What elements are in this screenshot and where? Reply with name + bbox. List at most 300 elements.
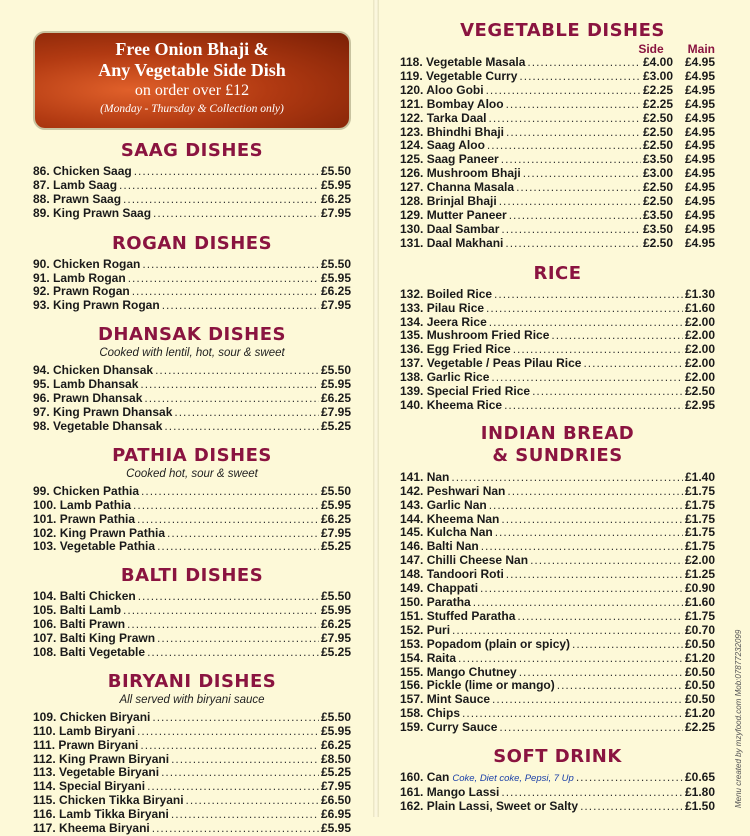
pathia-list bbox=[33, 485, 351, 555]
menu-item bbox=[33, 299, 351, 313]
menu-item-label: 91. Lamb Rogan bbox=[33, 270, 126, 285]
menu-item-main-price: £4.95 bbox=[684, 68, 715, 83]
dot-leader bbox=[137, 513, 319, 527]
menu-item-main-price: £4.95 bbox=[684, 235, 715, 250]
menu-item bbox=[400, 610, 715, 624]
menu-item-label: 132. Boiled Rice bbox=[400, 286, 493, 301]
menu-item bbox=[33, 499, 351, 513]
menu-item bbox=[33, 794, 351, 808]
menu-item-label: 160. Can bbox=[400, 770, 450, 785]
menu-item-label: 110. Lamb Biryani bbox=[33, 723, 136, 738]
menu-item-price: £6.25 bbox=[320, 284, 351, 299]
menu-item bbox=[33, 739, 351, 753]
menu-item-price: £2.25 bbox=[684, 720, 715, 735]
menu-item-label: 117. Kheema Biryani bbox=[33, 821, 150, 836]
menu-item bbox=[33, 378, 351, 392]
menu-item bbox=[400, 357, 715, 371]
menu-item bbox=[33, 207, 351, 221]
dot-leader bbox=[119, 179, 319, 193]
rogan-list bbox=[33, 258, 351, 314]
menu-item bbox=[33, 193, 351, 207]
menu-item-price: £6.25 bbox=[320, 511, 351, 526]
menu-item bbox=[33, 632, 351, 646]
menu-item-price: £0.50 bbox=[684, 636, 715, 651]
vegetable-column-headers bbox=[400, 42, 715, 56]
menu-item-price: £6.25 bbox=[320, 391, 351, 406]
menu-item-note: Coke, Diet coke, Pepsi, 7 Up bbox=[452, 773, 574, 785]
dot-leader bbox=[462, 707, 683, 721]
menu-item bbox=[400, 771, 715, 786]
menu-item-label: 130. Daal Sambar bbox=[400, 221, 500, 236]
menu-item-label: 108. Balti Vegetable bbox=[33, 644, 146, 659]
menu-item bbox=[400, 371, 715, 385]
menu-item-label: 129. Mutter Paneer bbox=[400, 207, 507, 222]
menu-item-label: 120. Aloo Gobi bbox=[400, 82, 484, 97]
dot-leader bbox=[157, 632, 319, 646]
menu-item bbox=[400, 582, 715, 596]
menu-item-label: 142. Peshwari Nan bbox=[400, 483, 506, 498]
menu-item bbox=[400, 84, 715, 98]
biryani-subtitle: All served with biryani sauce bbox=[119, 693, 265, 706]
menu-item-price: £2.00 bbox=[684, 342, 715, 357]
dot-leader bbox=[519, 70, 641, 84]
menu-item bbox=[33, 766, 351, 780]
menu-item-label: 127. Channa Masala bbox=[400, 180, 515, 195]
menu-item bbox=[33, 753, 351, 767]
rice-list bbox=[400, 288, 715, 413]
dhansak-subtitle: Cooked with lentil, hot, sour & sweet bbox=[99, 347, 285, 360]
menu-item-price: £1.75 bbox=[684, 525, 715, 540]
menu-item-price: £7.95 bbox=[320, 525, 351, 540]
menu-item-side-price: £2.50 bbox=[642, 235, 673, 250]
menu-item bbox=[400, 526, 715, 540]
dot-leader bbox=[171, 753, 319, 767]
menu-item bbox=[400, 209, 715, 223]
menu-item-main-price: £4.95 bbox=[684, 124, 715, 139]
menu-item-label: 95. Lamb Dhansak bbox=[33, 377, 139, 392]
right-column bbox=[400, 0, 715, 814]
menu-item-main-price: £4.95 bbox=[684, 138, 715, 153]
menu-item-price: £2.00 bbox=[684, 314, 715, 329]
page-fold bbox=[373, 0, 379, 817]
menu-item-label: 121. Bombay Aloo bbox=[400, 96, 504, 111]
menu-item-main-price: £4.95 bbox=[684, 221, 715, 236]
section-title-pathia: PATHIA DISHES bbox=[112, 444, 272, 466]
menu-item-label: 93. King Prawn Rogan bbox=[33, 298, 160, 313]
menu-item-label: 106. Balti Prawn bbox=[33, 617, 126, 632]
menu-item-label: 116. Lamb Tikka Biryani bbox=[33, 807, 169, 822]
menu-item-main-price: £4.95 bbox=[684, 207, 715, 222]
dot-leader bbox=[504, 399, 683, 413]
menu-item bbox=[33, 272, 351, 286]
menu-item-label: 124. Saag Aloo bbox=[400, 138, 485, 153]
menu-item-price: £1.20 bbox=[684, 650, 715, 665]
menu-item-side-price: £3.50 bbox=[642, 152, 673, 167]
menu-item bbox=[400, 70, 715, 84]
dot-leader bbox=[141, 485, 319, 499]
menu-item-price: £7.95 bbox=[320, 779, 351, 794]
menu-item bbox=[400, 153, 715, 167]
dot-leader bbox=[473, 596, 683, 610]
menu-item-price: £1.60 bbox=[684, 595, 715, 609]
dot-leader bbox=[489, 499, 683, 513]
dot-leader bbox=[523, 167, 641, 181]
promo-line-2: Any Vegetable Side Dish bbox=[98, 60, 286, 80]
dot-leader bbox=[489, 316, 683, 330]
menu-item-price: £5.95 bbox=[320, 177, 351, 192]
menu-item-main-price: £4.95 bbox=[684, 180, 715, 195]
menu-item-side-price: £2.50 bbox=[642, 124, 673, 139]
menu-item-side-price: £3.00 bbox=[642, 68, 673, 83]
dot-leader bbox=[506, 568, 683, 582]
menu-item-label: 99. Chicken Pathia bbox=[33, 483, 140, 498]
menu-item-side-price: £2.50 bbox=[642, 138, 673, 153]
menu-item-label: 112. King Prawn Biryani bbox=[33, 751, 170, 766]
menu-item-price: £0.50 bbox=[684, 664, 715, 679]
menu-item bbox=[400, 343, 715, 357]
menu-item-price: £5.25 bbox=[320, 765, 351, 780]
menu-item-label: 155. Mango Chutney bbox=[400, 664, 517, 679]
dot-leader bbox=[127, 618, 319, 632]
menu-item-label: 111. Prawn Biryani bbox=[33, 737, 139, 752]
dot-leader bbox=[551, 329, 683, 343]
left-column bbox=[33, 0, 351, 836]
dot-leader bbox=[499, 721, 683, 735]
menu-item bbox=[400, 499, 715, 513]
menu-item-side-price: £2.25 bbox=[642, 82, 673, 97]
menu-item-side-price: £4.00 bbox=[642, 55, 673, 69]
dot-leader bbox=[137, 725, 319, 739]
menu-item-price: £5.95 bbox=[320, 821, 351, 836]
menu-item-price: £5.95 bbox=[320, 377, 351, 392]
menu-item-price: £7.95 bbox=[320, 298, 351, 313]
menu-item bbox=[400, 652, 715, 666]
dot-leader bbox=[501, 513, 683, 527]
promo-banner bbox=[33, 31, 351, 130]
dot-leader bbox=[486, 302, 683, 316]
menu-item-price: £8.50 bbox=[320, 751, 351, 766]
menu-item bbox=[400, 471, 715, 485]
menu-item bbox=[33, 540, 351, 554]
dot-leader bbox=[487, 139, 641, 153]
menu-item bbox=[400, 679, 715, 693]
menu-item-label: 151. Stuffed Paratha bbox=[400, 608, 516, 623]
menu-item bbox=[400, 167, 715, 181]
menu-item-price: £5.50 bbox=[320, 363, 351, 378]
dot-leader bbox=[133, 499, 319, 513]
menu-item-label: 122. Tarka Daal bbox=[400, 110, 487, 125]
bread-list bbox=[400, 471, 715, 735]
menu-item-price: £7.95 bbox=[320, 205, 351, 220]
dot-leader bbox=[527, 56, 641, 70]
menu-item-main-price: £4.95 bbox=[684, 166, 715, 181]
dot-leader bbox=[164, 420, 319, 434]
menu-item-main-price: £4.95 bbox=[684, 110, 715, 125]
menu-item-price: £0.50 bbox=[684, 692, 715, 707]
menu-item bbox=[400, 693, 715, 707]
dot-leader bbox=[501, 153, 641, 167]
dot-leader bbox=[517, 610, 683, 624]
menu-item bbox=[400, 112, 715, 126]
menu-item-label: 162. Plain Lassi, Sweet or Salty bbox=[400, 798, 579, 813]
section-title-saag: SAAG DISHES bbox=[120, 140, 264, 161]
promo-line-1: Free Onion Bhaji & bbox=[115, 39, 269, 59]
dot-leader bbox=[492, 693, 683, 707]
menu-item bbox=[33, 364, 351, 378]
menu-item bbox=[400, 288, 715, 302]
menu-item-price: £5.50 bbox=[320, 164, 351, 178]
menu-item-price: £1.75 bbox=[684, 511, 715, 526]
menu-item-label: 97. King Prawn Dhansak bbox=[33, 404, 173, 419]
menu-item-label: 96. Prawn Dhansak bbox=[33, 391, 143, 406]
section-title-bread-2: & SUNDRIES bbox=[492, 444, 623, 466]
menu-item-label: 140. Kheema Rice bbox=[400, 397, 503, 412]
dot-leader bbox=[481, 540, 683, 554]
menu-item-price: £6.25 bbox=[320, 737, 351, 752]
menu-item-price: £6.95 bbox=[320, 807, 351, 822]
menu-item-label: 114. Special Biryani bbox=[33, 779, 146, 794]
menu-item-label: 157. Mint Sauce bbox=[400, 692, 491, 707]
dot-leader bbox=[530, 554, 683, 568]
section-title-balti: BALTI DISHES bbox=[120, 565, 264, 587]
dot-leader bbox=[499, 195, 641, 209]
menu-item-price: £5.50 bbox=[320, 589, 351, 604]
dot-leader bbox=[580, 800, 683, 814]
menu-item-label: 123. Bhindhi Bhaji bbox=[400, 124, 505, 139]
menu-item bbox=[400, 721, 715, 735]
menu-item-label: 153. Popadom (plain or spicy) bbox=[400, 636, 571, 651]
menu-item bbox=[33, 392, 351, 406]
menu-item bbox=[400, 181, 715, 195]
menu-item bbox=[400, 624, 715, 638]
menu-item bbox=[400, 513, 715, 527]
menu-item-label: 146. Balti Nan bbox=[400, 539, 479, 554]
menu-item bbox=[33, 590, 351, 604]
column-header-main: Main bbox=[687, 42, 715, 56]
promo-line-4: (Monday - Thursday & Collection only) bbox=[100, 103, 284, 115]
dot-leader bbox=[583, 357, 683, 371]
dot-leader bbox=[501, 223, 641, 237]
menu-item bbox=[33, 725, 351, 739]
menu-item-price: £5.95 bbox=[320, 603, 351, 618]
menu-item-price: £1.60 bbox=[684, 300, 715, 315]
dot-leader bbox=[138, 590, 319, 604]
menu-item bbox=[33, 513, 351, 527]
menu-item-price: £0.70 bbox=[684, 622, 715, 637]
menu-item-main-price: £4.95 bbox=[684, 152, 715, 167]
menu-item-label: 145. Kulcha Nan bbox=[400, 525, 493, 540]
menu-item-price: £5.50 bbox=[320, 709, 351, 724]
dot-leader bbox=[458, 652, 683, 666]
menu-item-label: 125. Saag Paneer bbox=[400, 152, 499, 167]
menu-item bbox=[400, 399, 715, 413]
menu-item-label: 104. Balti Chicken bbox=[33, 589, 136, 604]
promo-line-3: on order over £12 bbox=[134, 82, 250, 99]
menu-item-price: £6.25 bbox=[320, 191, 351, 206]
menu-item bbox=[400, 316, 715, 330]
menu-item-label: 144. Kheema Nan bbox=[400, 511, 500, 526]
dot-leader bbox=[532, 385, 683, 399]
dot-leader bbox=[155, 364, 319, 378]
menu-item bbox=[400, 126, 715, 140]
balti-list bbox=[33, 590, 351, 660]
dot-leader bbox=[495, 526, 683, 540]
dot-leader bbox=[142, 258, 319, 272]
dot-leader bbox=[174, 406, 319, 420]
dot-leader bbox=[480, 582, 683, 596]
pathia-subtitle: Cooked hot, sour & sweet bbox=[126, 467, 258, 480]
menu-item-main-price: £4.95 bbox=[684, 82, 715, 97]
menu-item-price: £7.95 bbox=[320, 631, 351, 646]
menu-item-price: £1.75 bbox=[684, 483, 715, 498]
menu-item-label: 115. Chicken Tikka Biryani bbox=[33, 793, 184, 808]
dot-leader bbox=[557, 679, 683, 693]
dot-leader bbox=[171, 808, 319, 822]
menu-item-label: 101. Prawn Pathia bbox=[33, 511, 136, 526]
menu-item-label: 89. King Prawn Saag bbox=[33, 205, 152, 220]
menu-item bbox=[33, 165, 351, 179]
menu-item-side-price: £3.00 bbox=[642, 166, 673, 181]
menu-item-label: 156. Pickle (lime or mango) bbox=[400, 678, 555, 693]
dot-leader bbox=[152, 822, 319, 836]
menu-item-label: 133. Pilau Rice bbox=[400, 300, 485, 315]
menu-item bbox=[400, 302, 715, 316]
dot-leader bbox=[494, 288, 683, 302]
menu-item-price: £5.25 bbox=[320, 539, 351, 554]
menu-item bbox=[400, 786, 715, 800]
dot-leader bbox=[140, 739, 319, 753]
menu-item-price: £6.50 bbox=[320, 793, 351, 808]
menu-item-side-price: £2.50 bbox=[642, 110, 673, 125]
menu-item-label: 139. Special Fried Rice bbox=[400, 384, 531, 399]
menu-item bbox=[33, 604, 351, 618]
dot-leader bbox=[147, 646, 319, 660]
menu-item-side-price: £3.50 bbox=[642, 221, 673, 236]
menu-item-price: £5.25 bbox=[320, 644, 351, 659]
dot-leader bbox=[167, 527, 319, 541]
menu-item-label: 102. King Prawn Pathia bbox=[33, 525, 166, 540]
menu-item-label: 119. Vegetable Curry bbox=[400, 68, 518, 83]
menu-item bbox=[33, 808, 351, 822]
dot-leader bbox=[157, 540, 319, 554]
menu-item-label: 113. Vegetable Biryani bbox=[33, 765, 160, 780]
menu-item-label: 149. Chappati bbox=[400, 581, 479, 596]
dot-leader bbox=[128, 272, 319, 286]
dot-leader bbox=[144, 392, 319, 406]
menu-item-price: £1.75 bbox=[684, 539, 715, 554]
menu-item-label: 138. Garlic Rice bbox=[400, 370, 490, 385]
menu-item-side-price: £2.50 bbox=[642, 180, 673, 195]
dot-leader bbox=[132, 285, 319, 299]
menu-item-label: 148. Tandoori Roti bbox=[400, 567, 504, 582]
dot-leader bbox=[152, 711, 319, 725]
menu-item-label: 159. Curry Sauce bbox=[400, 720, 498, 735]
menu-item-label: 103. Vegetable Pathia bbox=[33, 539, 156, 554]
menu-credit: Menu created by mzyfood.com Mob:07877232099 bbox=[734, 629, 743, 808]
menu-item bbox=[400, 237, 715, 251]
dot-leader bbox=[186, 794, 319, 808]
menu-item-price: £5.50 bbox=[320, 256, 351, 271]
menu-item-label: 135. Mushroom Fried Rice bbox=[400, 328, 550, 343]
menu-item-price: £1.80 bbox=[684, 784, 715, 799]
menu-item-label: 143. Garlic Nan bbox=[400, 497, 487, 512]
menu-item bbox=[33, 420, 351, 434]
menu-item bbox=[33, 646, 351, 660]
menu-item-main-price: £4.95 bbox=[684, 194, 715, 209]
menu-item-price: £2.95 bbox=[684, 397, 715, 412]
menu-item-price: £5.25 bbox=[320, 418, 351, 433]
dot-leader bbox=[153, 207, 319, 221]
menu-item-label: 88. Prawn Saag bbox=[33, 191, 122, 206]
menu-item-label: 90. Chicken Rogan bbox=[33, 256, 141, 271]
menu-item-price: £1.50 bbox=[684, 798, 715, 813]
menu-item bbox=[400, 666, 715, 680]
menu-item bbox=[400, 56, 715, 70]
dot-leader bbox=[519, 666, 683, 680]
menu-item-side-price: £3.50 bbox=[642, 207, 673, 222]
menu-item bbox=[400, 195, 715, 209]
menu-item-price: £2.00 bbox=[684, 553, 715, 568]
menu-item bbox=[33, 485, 351, 499]
menu-item bbox=[400, 329, 715, 343]
dot-leader bbox=[516, 181, 641, 195]
menu-item bbox=[33, 179, 351, 193]
menu-item bbox=[400, 385, 715, 399]
menu-item-label: 128. Brinjal Bhaji bbox=[400, 194, 497, 209]
menu-item-main-price: £4.95 bbox=[684, 96, 715, 111]
menu-item-label: 154. Raita bbox=[400, 650, 457, 665]
menu-item-price: £1.25 bbox=[684, 567, 715, 582]
menu-item-price: £5.95 bbox=[320, 497, 351, 512]
menu-item bbox=[33, 527, 351, 541]
column-header-side: Side bbox=[638, 42, 664, 56]
dot-leader bbox=[506, 126, 641, 140]
menu-item bbox=[400, 139, 715, 153]
drink-list bbox=[400, 771, 715, 814]
dot-leader bbox=[147, 780, 319, 794]
menu-item bbox=[400, 540, 715, 554]
menu-item-label: 100. Lamb Pathia bbox=[33, 497, 132, 512]
menu-item-price: £5.95 bbox=[320, 723, 351, 738]
dot-leader bbox=[140, 378, 319, 392]
menu-item-price: £5.50 bbox=[320, 483, 351, 498]
menu-item-price: £5.95 bbox=[320, 270, 351, 285]
menu-item-label: 86. Chicken Saag bbox=[33, 164, 132, 178]
menu-item-label: 126. Mushroom Bhaji bbox=[400, 166, 521, 181]
menu-item bbox=[400, 800, 715, 814]
menu-item-label: 137. Vegetable / Peas Pilau Rice bbox=[400, 356, 582, 371]
section-title-bread-1: INDIAN BREAD bbox=[480, 422, 635, 444]
menu-item-price: £2.00 bbox=[684, 370, 715, 385]
dot-leader bbox=[452, 624, 683, 638]
dot-leader bbox=[507, 485, 683, 499]
menu-item bbox=[33, 406, 351, 420]
dot-leader bbox=[513, 343, 683, 357]
dot-leader bbox=[491, 371, 683, 385]
menu-item-price: £1.75 bbox=[684, 497, 715, 512]
menu-item-label: 141. Nan bbox=[400, 469, 450, 484]
menu-item-label: 118. Vegetable Masala bbox=[400, 55, 526, 69]
section-title-vegetable: VEGETABLE DISHES bbox=[460, 20, 665, 41]
dot-leader bbox=[576, 771, 683, 785]
menu-item-price: £0.50 bbox=[684, 678, 715, 693]
menu-item-label: 158. Chips bbox=[400, 706, 461, 721]
menu-item-price: £7.95 bbox=[320, 404, 351, 419]
menu-item-label: 107. Balti King Prawn bbox=[33, 631, 156, 646]
menu-item bbox=[400, 707, 715, 721]
menu-item bbox=[400, 223, 715, 237]
menu-item-price: £1.30 bbox=[684, 286, 715, 301]
